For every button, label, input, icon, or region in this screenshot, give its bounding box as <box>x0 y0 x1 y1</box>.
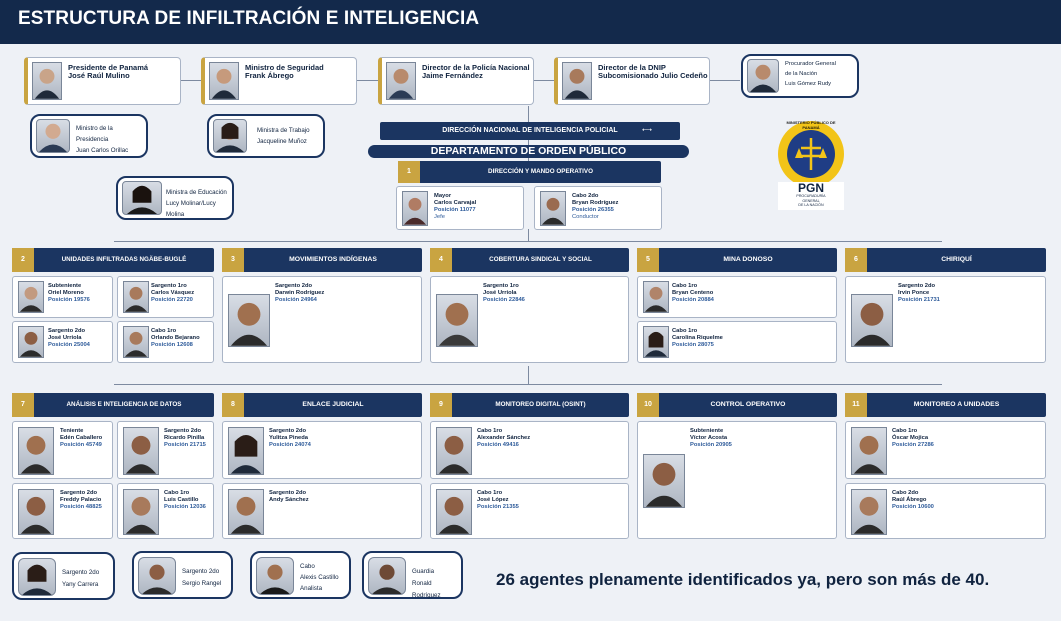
card-name: José Raúl Mulino <box>68 71 130 80</box>
card-role: Procurador General de la Nación Luis Gómez Rudy <box>785 61 836 87</box>
seal-abbr: PGN <box>797 181 824 195</box>
section-header <box>12 248 214 272</box>
section-number: 6 <box>845 248 867 272</box>
section-number: 1 <box>398 161 420 183</box>
agent-card <box>12 421 113 479</box>
agent-info: Sargento 1ro Carlos Vásquez Posición 22720 <box>151 283 195 303</box>
card-ministra-educacion <box>116 176 234 220</box>
agent-card <box>430 276 629 363</box>
agent-card <box>430 421 629 479</box>
seal-sub: PROCURADURÍA GENERAL DE LA NACIÓN <box>796 194 826 207</box>
seal-text: MINISTERIO PÚBLICO DE PANAMÁ <box>786 120 836 130</box>
portrait-photo <box>32 62 62 100</box>
card-presidente <box>24 57 181 105</box>
agent-info: Sargento 1ro José Urriola Posición 22846 <box>483 283 525 303</box>
agent-photo <box>123 427 159 475</box>
agent-info: Guardia Ronald Rodríguez <box>412 568 441 599</box>
section-number: 3 <box>222 248 244 272</box>
agent-photo <box>18 281 44 313</box>
bottom-agent-card <box>362 551 463 599</box>
agent-info: Cabo 1ro Carolina Riquelme Posición 28075 <box>672 328 723 348</box>
agent-info: Mayor Carlos Carvajal Posición 11077 Jefe <box>434 193 477 220</box>
agent-info: Sargento 2do Yulitza Pineda Posición 24074 <box>269 428 311 448</box>
section-header <box>430 248 629 272</box>
agent-info: Subteniente Víctor Acosta Posición 20905 <box>690 428 732 448</box>
section-header <box>222 248 422 272</box>
agent-card <box>222 421 422 479</box>
agent-info: Cabo 1ro José López Posición 21355 <box>477 490 519 510</box>
portrait-photo <box>213 119 247 153</box>
agent-photo <box>18 427 54 475</box>
bottom-agent-card <box>250 551 351 599</box>
agent-card <box>637 321 837 363</box>
agent-card <box>12 276 113 318</box>
agent-info: Cabo 1ro Óscar Mojica Posición 27286 <box>892 428 934 448</box>
agent-info: Cabo 1ro Bryan Centeno Posición 20884 <box>672 283 714 303</box>
section-label: MOVIMIENTOS INDÍGENAS <box>289 256 377 263</box>
section-number: 5 <box>637 248 659 272</box>
agent-info: Cabo Alexis Castillo Analista <box>300 563 339 592</box>
agent-photo <box>643 326 669 358</box>
agent-photo <box>851 427 887 475</box>
section-number: 9 <box>430 393 452 417</box>
agent-card <box>222 483 422 539</box>
bottom-agent-card <box>132 551 233 599</box>
portrait-photo <box>562 62 592 100</box>
section-header <box>430 393 629 417</box>
agent-photo <box>123 281 149 313</box>
portrait-photo <box>36 119 70 153</box>
bottom-agent-card <box>12 552 115 600</box>
agent-info: Sargento 2do Darwin Rodríguez Posición 24964 <box>275 283 325 303</box>
section-label: ENLACE JUDICIAL <box>302 401 364 408</box>
agent-info: Teniente Edén Caballero Posición 45749 <box>60 428 103 448</box>
agent-info: Sargento 2do Irvin Ponce Posición 21731 <box>898 283 940 303</box>
agent-info: Cabo 2do Raúl Ábrego Posición 10600 <box>892 490 934 510</box>
agent-info: Cabo 1ro Luis Castillo Posición 12036 <box>164 490 206 510</box>
section-label: DIRECCIÓN Y MANDO OPERATIVO <box>488 168 593 175</box>
agent-card <box>845 421 1046 479</box>
department-label: DEPARTAMENTO DE ORDEN PÚBLICO <box>430 145 627 157</box>
agent-photo <box>18 558 56 596</box>
agent-photo <box>228 427 264 475</box>
connector-row2 <box>114 384 942 385</box>
connector-mid <box>528 229 529 242</box>
card-role: Ministro de la Presidencia Juan Carlos Orillac <box>76 125 129 154</box>
card-director-policia <box>378 57 534 105</box>
section-header <box>845 393 1046 417</box>
section-number: 11 <box>845 393 867 417</box>
agent-photo <box>643 454 685 508</box>
portrait-photo <box>209 62 239 100</box>
agent-photo <box>228 489 264 535</box>
agent-photo <box>368 557 406 595</box>
swap-arrow-icon: ⟷ <box>641 127 652 134</box>
agent-info: Sargento 2do Freddy Palacio Posición 48825 <box>60 490 102 510</box>
card-name: Subcomisionado Julio Cedeño <box>598 71 708 80</box>
agent-card <box>117 483 214 539</box>
card-name: Jaime Fernández <box>422 71 483 80</box>
section-header <box>222 393 422 417</box>
card-name: Frank Ábrego <box>245 71 294 80</box>
agent-photo <box>228 294 270 347</box>
agent-card <box>222 276 422 363</box>
agent-photo <box>540 191 566 226</box>
card-procurador <box>741 54 859 98</box>
agent-info: Cabo 2do Bryan Rodríguez Posición 26355 Conductor <box>572 193 619 220</box>
section-number: 8 <box>222 393 244 417</box>
agent-info: Sargento 2do Andy Sánchez <box>269 490 309 503</box>
card-role: Director de la DNIP <box>598 63 666 72</box>
card-role: Director de la Policía Nacional <box>422 63 530 72</box>
agent-info: Cabo 1ro Alexander Sánchez Posición 49416 <box>477 428 531 448</box>
card-ministro-presidencia <box>30 114 148 158</box>
card-role: Ministra de Trabajo Jacqueline Muñoz <box>257 127 310 145</box>
agent-photo <box>18 326 44 358</box>
agent-photo <box>436 489 472 535</box>
agent-card <box>12 483 113 539</box>
agent-info: Sargento 2do Yany Carrera <box>62 569 100 588</box>
section-label: CHIRIQUÍ <box>941 256 972 263</box>
agent-photo <box>138 557 176 595</box>
agent-card <box>117 421 214 479</box>
agent-card <box>845 276 1046 363</box>
agent-card <box>845 483 1046 539</box>
section-label: CONTROL OPERATIVO <box>710 401 786 408</box>
agent-card <box>637 276 837 318</box>
agent-info: Sargento 2do Ricardo Pinilla Posición 21715 <box>164 428 206 448</box>
agent-photo <box>851 489 887 535</box>
portrait-photo <box>747 59 779 93</box>
section-header <box>637 393 837 417</box>
section-label: UNIDADES INFILTRADAS NGÄBE-BUGLÉ <box>61 256 187 263</box>
connector-row2-stem <box>528 366 529 384</box>
section-header <box>845 248 1046 272</box>
agent-card <box>396 186 524 230</box>
agent-photo <box>123 489 159 535</box>
header-bar <box>0 0 1061 44</box>
section-header <box>637 248 837 272</box>
pgn-seal-logo <box>770 120 852 212</box>
agent-card <box>430 483 629 539</box>
section-header <box>12 393 214 417</box>
agent-card <box>117 321 214 363</box>
section-label: MINA DONOSO <box>723 256 773 263</box>
agent-photo <box>643 281 669 313</box>
agent-info: Sargento 2do José Urriola Posición 25004 <box>48 328 90 348</box>
section-label: MONITOREO A UNIDADES <box>913 401 1000 408</box>
card-ministra-trabajo <box>207 114 325 158</box>
agent-photo <box>851 294 893 347</box>
section-direction-header <box>398 161 661 183</box>
section-number: 4 <box>430 248 452 272</box>
page-title: ESTRUCTURA DE INFILTRACIÓN E INTELIGENCIA <box>18 8 480 29</box>
section-label: ANÁLISIS E INTELIGENCIA DE DATOS <box>66 401 182 408</box>
dnip-banner <box>380 122 680 140</box>
section-number: 10 <box>637 393 659 417</box>
card-role: Presidente de Panamá <box>68 63 149 72</box>
section-number: 7 <box>12 393 34 417</box>
agent-card <box>12 321 113 363</box>
card-role: Ministro de Seguridad <box>245 63 324 72</box>
card-role: Ministra de Educación Lucy Molinar/Lucy Molina <box>166 189 227 218</box>
agent-info: Sargento 2do Sergio Rangel <box>182 568 222 587</box>
agent-photo <box>18 489 54 535</box>
department-banner <box>368 145 689 158</box>
agent-card <box>637 421 837 539</box>
section-label: MONITOREO DIGITAL (OSINT) <box>495 401 586 408</box>
portrait-photo <box>122 181 162 215</box>
footer-statement: 26 agentes plenamente identificados ya, pero son más de 40. <box>496 570 990 589</box>
agent-card <box>534 186 662 230</box>
card-ministro-seguridad <box>201 57 357 105</box>
agent-info: Subteniente Oriel Moreno Posición 19576 <box>48 283 90 303</box>
portrait-photo <box>386 62 416 100</box>
section-label: COBERTURA SINDICAL Y SOCIAL <box>489 256 592 263</box>
agent-photo <box>256 557 294 595</box>
dnip-banner-label: DIRECCIÓN NACIONAL DE INTELIGENCIA POLICIAL <box>442 127 618 134</box>
section-number: 2 <box>12 248 34 272</box>
card-director-dnip <box>554 57 710 105</box>
agent-photo <box>123 326 149 358</box>
agent-photo <box>436 427 472 475</box>
agent-photo <box>402 191 428 226</box>
agent-info: Cabo 1ro Orlando Bejarano Posición 12608 <box>151 328 200 348</box>
agent-card <box>117 276 214 318</box>
agent-photo <box>436 294 478 347</box>
